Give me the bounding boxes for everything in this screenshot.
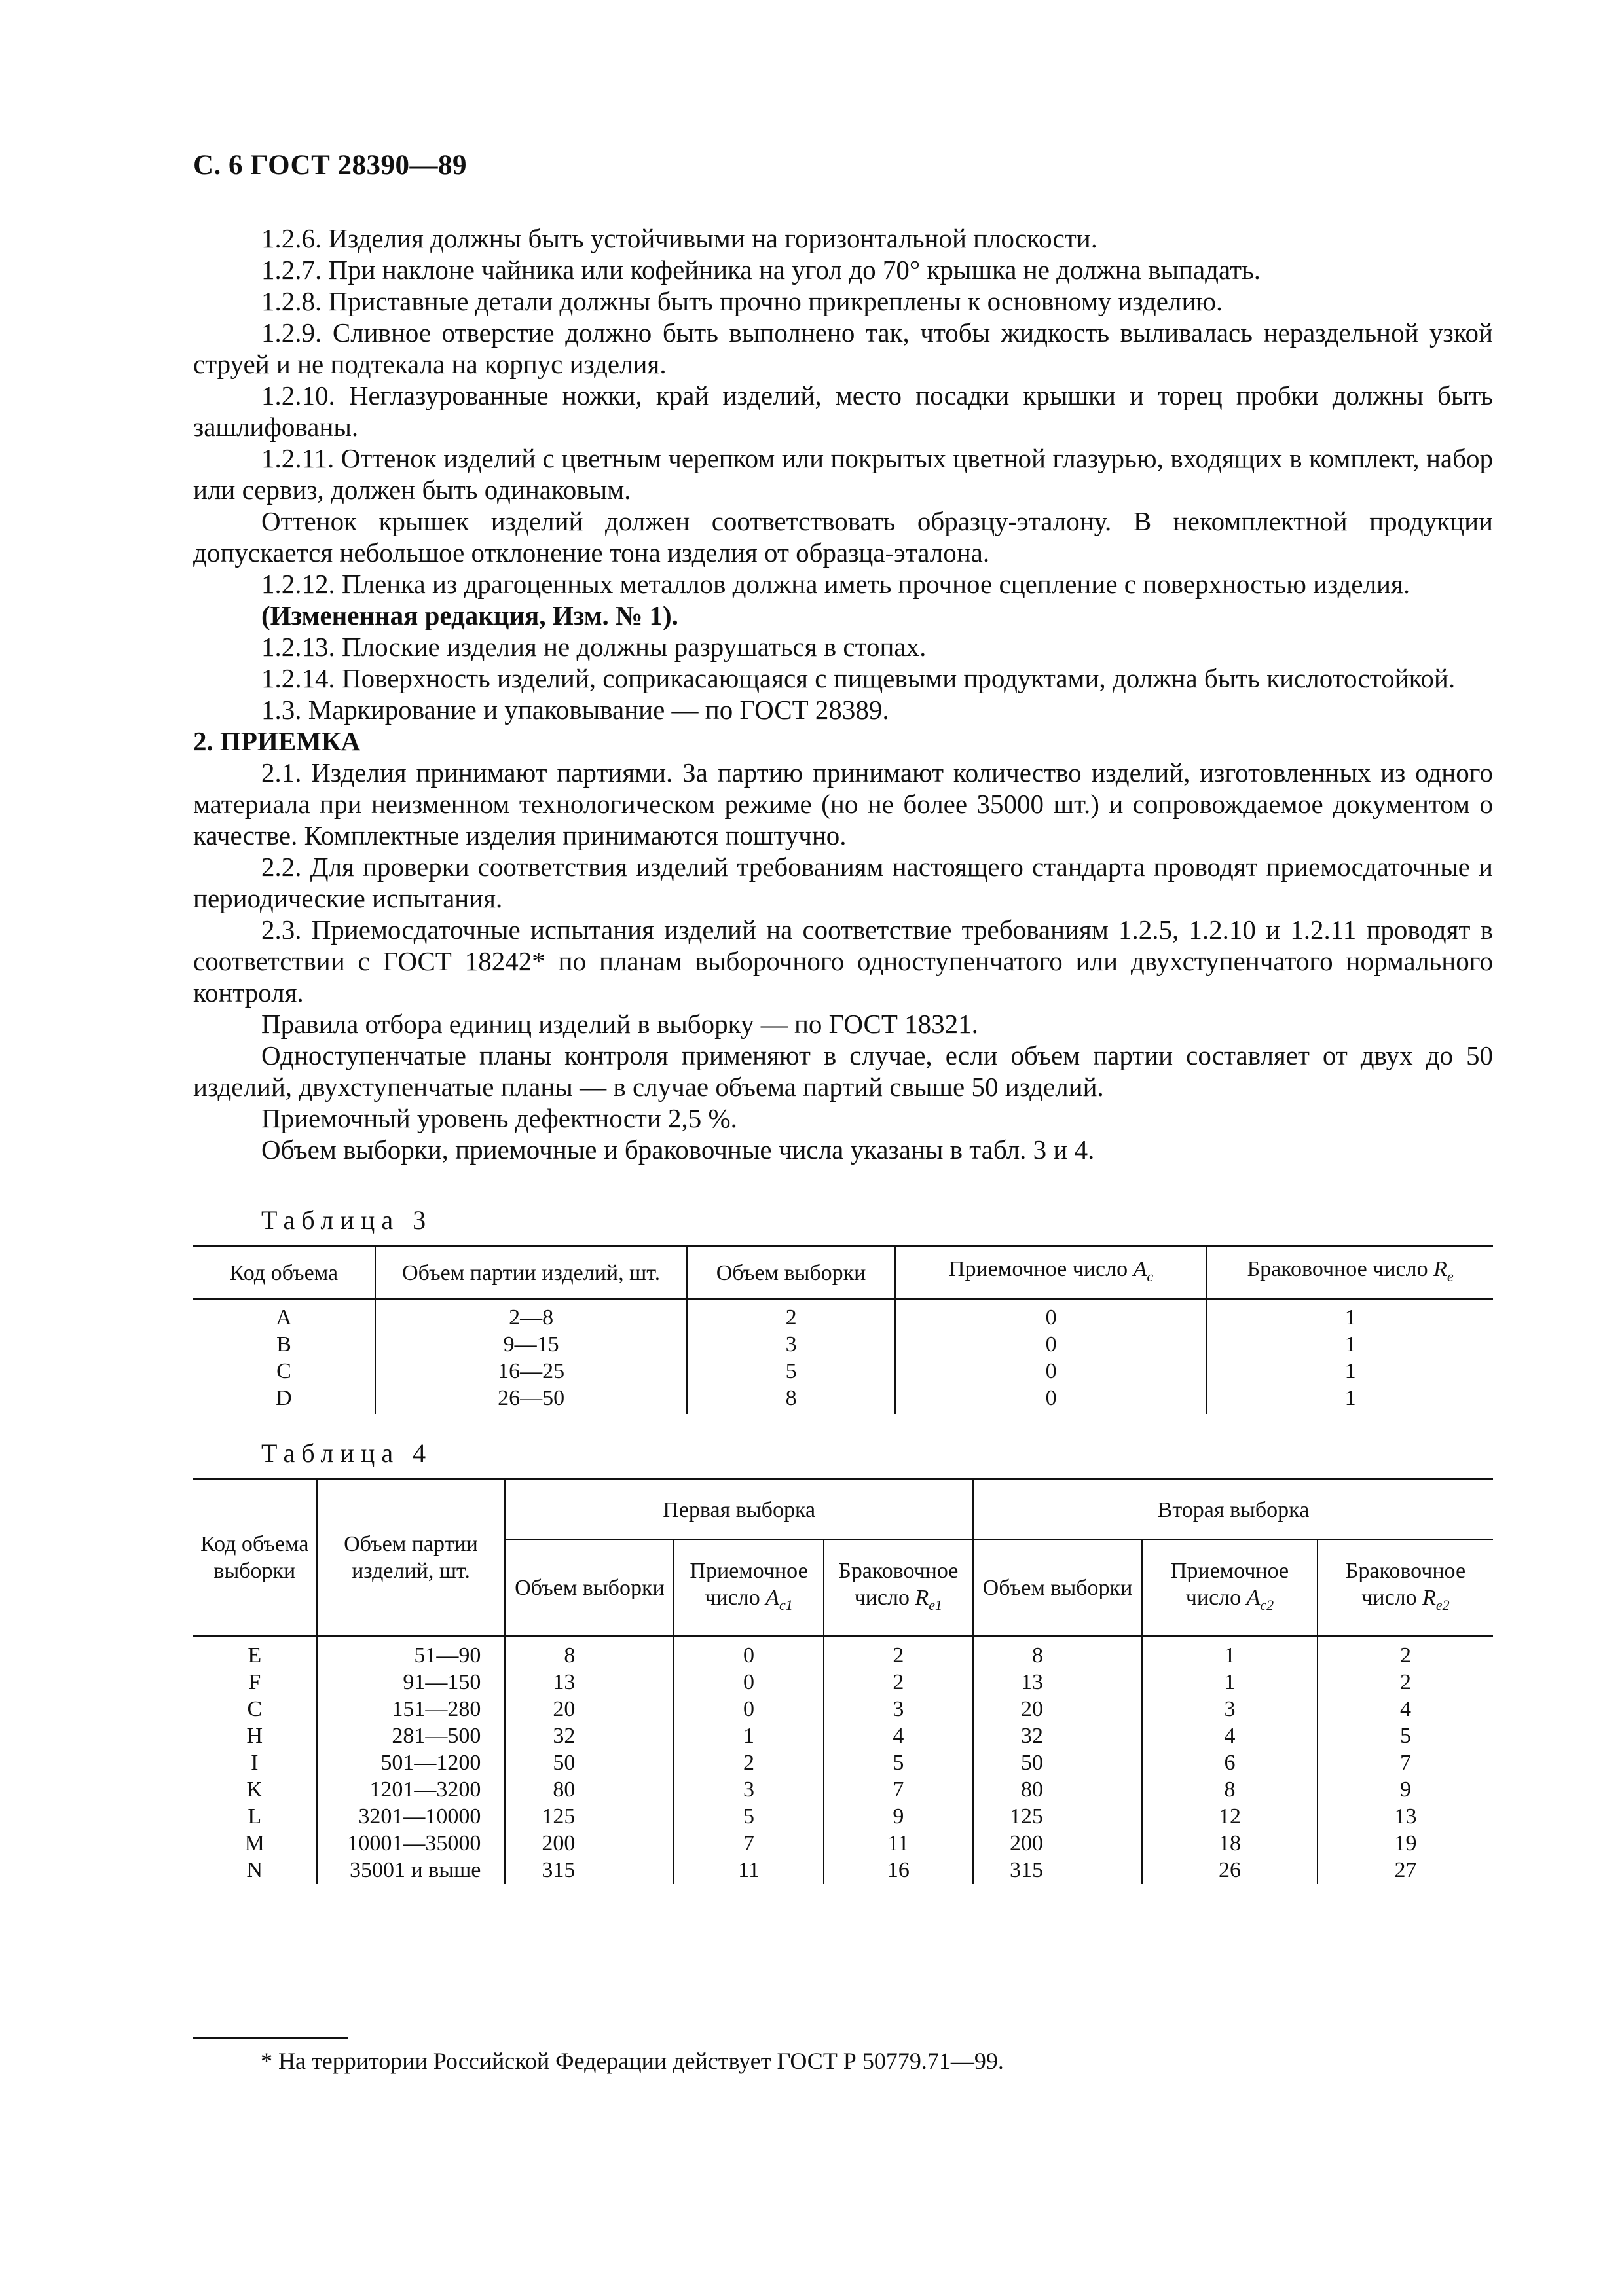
paragraph: Оттенок крышек изделий должен соответствовать образцу-эталону. В некомплектной продукции допускается небольшое отклонение тона изделия от образца-эталона. (193, 506, 1493, 568)
col-header (895, 1247, 1207, 1300)
table-4 (193, 1478, 1493, 1884)
paragraph: 1.2.11. Оттенок изделий с цветным черепком или покрытых цветной глазурью, входящих в комплект, набор или сервиз, должен быть одинаковым. (193, 443, 1493, 505)
cell: 3 (687, 1331, 895, 1358)
cell: 51—90 (317, 1636, 506, 1669)
cell: 2 (674, 1749, 823, 1776)
col-header (1142, 1540, 1318, 1636)
cell: 18 (1142, 1830, 1318, 1857)
cell: 0 (895, 1358, 1207, 1385)
table-row (193, 1830, 1493, 1857)
paragraph: Приемочный уровень дефектности 2,5 %. (261, 1103, 737, 1133)
cell: 80 (505, 1776, 674, 1803)
cell: 1 (674, 1722, 823, 1749)
symbol: R (915, 1585, 929, 1610)
table-row (193, 1803, 1493, 1830)
table-row (193, 1749, 1493, 1776)
cell: D (276, 1386, 292, 1410)
cell: 19 (1318, 1830, 1493, 1857)
cell: 9—15 (375, 1331, 687, 1358)
cell: A (276, 1305, 292, 1330)
cell: L (248, 1804, 262, 1829)
paragraph: 2.3. Приемосдаточные испытания изделий на соответствие требованиям 1.2.5, 1.2.10 и 1.2.11 проводят в соответствии с ГОСТ 18242* по планам выборочного одноступенчатого или двухступенчатого нормального контроля. (193, 915, 1493, 1008)
paragraph: 1.2.14. Поверхность изделий, соприкасающаяся с пищевыми продуктами, должна быть кислотостойкой. (261, 663, 1456, 693)
header-text: Приемочное число (690, 1558, 808, 1610)
cell: 8 (505, 1636, 674, 1669)
subscript: c1 (779, 1596, 793, 1613)
table-row (193, 1776, 1493, 1803)
cell: 8 (687, 1385, 895, 1414)
cell: 1 (1207, 1385, 1493, 1414)
cell: I (251, 1751, 259, 1775)
subscript: c2 (1260, 1596, 1274, 1613)
amendment-note: (Измененная редакция, Изм. № 1). (261, 600, 678, 630)
cell: 5 (824, 1749, 973, 1776)
paragraph: 2.2. Для проверки соответствия изделий требованиям настоящего стандарта проводят приемосдаточные и периодические испытания. (193, 852, 1493, 913)
symbol: R (1422, 1585, 1436, 1610)
symbol: A (765, 1585, 779, 1610)
paragraph: 2.1. Изделия принимают партиями. За партию принимают количество изделий, изготовленных из одного материала при неизменном технологическом режиме (но не более 35000 шт.) и сопровождаемое документом о качестве. Комплектные изделия принимаются поштучно. (193, 757, 1493, 850)
cell: F (248, 1670, 261, 1694)
table-header-row (193, 1247, 1493, 1300)
paragraph: 1.2.13. Плоские изделия не должны разрушаться в стопах. (261, 632, 927, 662)
col-header: Объем партии изделий, шт. (317, 1480, 506, 1636)
cell: N (246, 1858, 263, 1882)
cell: 9 (824, 1803, 973, 1830)
cell: 1 (1207, 1331, 1493, 1358)
cell: 4 (824, 1722, 973, 1749)
col-header: Объем партии изделий, шт. (375, 1247, 687, 1300)
subscript: e2 (1435, 1596, 1450, 1613)
symbol: A (1133, 1257, 1147, 1282)
col-header (1207, 1247, 1493, 1300)
table-row (193, 1722, 1493, 1749)
col-header: Объем выборки (687, 1247, 895, 1300)
cell: 5 (1318, 1722, 1493, 1749)
col-header: Объем выборки (505, 1540, 674, 1636)
cell: 50 (505, 1749, 674, 1776)
cell: 9 (1318, 1776, 1493, 1803)
cell: H (246, 1724, 263, 1748)
cell: 125 (505, 1803, 674, 1830)
cell: 13 (973, 1669, 1142, 1696)
document-body (193, 223, 1493, 1884)
cell: B (276, 1332, 291, 1357)
cell: C (276, 1359, 291, 1383)
paragraph: 1.2.10. Неглазурованные ножки, край изделий, место посадки крышки и торец пробки должны быть зашлифованы. (193, 380, 1493, 442)
cell: 3 (824, 1696, 973, 1722)
group-header: Первая выборка (505, 1480, 973, 1540)
cell: 10001—35000 (317, 1830, 506, 1857)
cell: 16 (824, 1857, 973, 1884)
cell: 11 (674, 1857, 823, 1884)
cell: 8 (973, 1636, 1142, 1669)
cell: 13 (1318, 1803, 1493, 1830)
cell: 0 (895, 1300, 1207, 1332)
cell: 2—8 (375, 1300, 687, 1332)
cell: 4 (1142, 1722, 1318, 1749)
col-header (1318, 1540, 1493, 1636)
cell: 13 (505, 1669, 674, 1696)
paragraph: 1.2.12. Пленка из драгоценных металлов должна иметь прочное сцепление с поверхностью изделия. (261, 569, 1410, 599)
cell: 5 (687, 1358, 895, 1385)
table-row (193, 1358, 1493, 1385)
paragraph: Одноступенчатые планы контроля применяют в случае, если объем партии составляет от двух до 50 изделий, двухступенчатые планы — в случае объема партий свыше 50 изделий. (193, 1040, 1493, 1102)
table-row (193, 1696, 1493, 1722)
cell: K (246, 1777, 263, 1802)
paragraph: 1.3. Маркирование и упаковывание — по ГОСТ 28389. (261, 695, 889, 725)
cell: 1 (1142, 1669, 1318, 1696)
symbol: R (1433, 1257, 1447, 1282)
cell: 501—1200 (317, 1749, 506, 1776)
cell: 20 (973, 1696, 1142, 1722)
table-row (193, 1669, 1493, 1696)
footnote: * На территории Российской Федерации действует ГОСТ Р 50779.71—99. (261, 2048, 1004, 2074)
cell: 3201—10000 (317, 1803, 506, 1830)
table-3 (193, 1245, 1493, 1414)
table-row (193, 1300, 1493, 1332)
paragraph: Правила отбора единиц изделий в выборку — по ГОСТ 18321. (261, 1009, 978, 1039)
cell: 27 (1318, 1857, 1493, 1884)
cell: C (247, 1697, 263, 1721)
group-header: Вторая выборка (973, 1480, 1493, 1540)
cell: 1 (1142, 1636, 1318, 1669)
cell: 35001 и выше (317, 1857, 506, 1884)
col-header: Код объема (193, 1247, 375, 1300)
symbol: A (1246, 1585, 1261, 1610)
cell: 20 (505, 1696, 674, 1722)
table-4-body (193, 1636, 1493, 1884)
paragraph: 1.2.6. Изделия должны быть устойчивыми на горизонтальной плоскости. (261, 223, 1097, 253)
cell: E (248, 1643, 262, 1667)
cell: 32 (505, 1722, 674, 1749)
cell: 7 (824, 1776, 973, 1803)
col-header (824, 1540, 973, 1636)
cell: 91—150 (317, 1669, 506, 1696)
cell: 2 (824, 1636, 973, 1669)
cell: 281—500 (317, 1722, 506, 1749)
header-text: Браковочное число (1345, 1558, 1466, 1610)
col-header: Код объема выборки (193, 1480, 317, 1636)
cell: 315 (505, 1857, 674, 1884)
cell: 16—25 (375, 1358, 687, 1385)
cell: 7 (1318, 1749, 1493, 1776)
cell: 26 (1142, 1857, 1318, 1884)
table3-caption: Таблица 3 (261, 1205, 433, 1235)
cell: 2 (1318, 1669, 1493, 1696)
paragraph: 1.2.8. Приставные детали должны быть прочно прикреплены к основному изделию. (261, 286, 1223, 316)
table-row (193, 1857, 1493, 1884)
cell: 151—280 (317, 1696, 506, 1722)
header-text: Браковочное число (838, 1558, 959, 1610)
cell: 0 (674, 1669, 823, 1696)
subscript: c (1147, 1267, 1154, 1285)
cell: 2 (824, 1669, 973, 1696)
cell: 5 (674, 1803, 823, 1830)
cell: 4 (1318, 1696, 1493, 1722)
cell: 3 (674, 1776, 823, 1803)
paragraph: Объем выборки, приемочные и браковочные числа указаны в табл. 3 и 4. (261, 1135, 1095, 1165)
cell: 12 (1142, 1803, 1318, 1830)
subscript: e (1447, 1267, 1454, 1285)
section-title: 2. ПРИЕМКА (193, 726, 361, 756)
cell: 125 (973, 1803, 1142, 1830)
cell: 1201—3200 (317, 1776, 506, 1803)
cell: 1 (1207, 1300, 1493, 1332)
subscript: e1 (929, 1596, 943, 1613)
cell: 0 (895, 1385, 1207, 1414)
cell: 0 (895, 1331, 1207, 1358)
cell: 3 (1142, 1696, 1318, 1722)
footnote-divider (193, 2037, 348, 2039)
page-header: С. 6 ГОСТ 28390—89 (193, 150, 468, 181)
header-text: Браковочное число (1247, 1257, 1434, 1282)
col-header: Объем выборки (973, 1540, 1142, 1636)
col-header (674, 1540, 823, 1636)
paragraph: 1.2.9. Сливное отверстие должно быть выполнено так, чтобы жидкость выливалась нераздельной узкой струей и не подтекала на корпус изделия. (193, 318, 1493, 379)
cell: 0 (674, 1696, 823, 1722)
cell: 6 (1142, 1749, 1318, 1776)
cell: 315 (973, 1857, 1142, 1884)
cell: 200 (505, 1830, 674, 1857)
cell: 1 (1207, 1358, 1493, 1385)
cell: 32 (973, 1722, 1142, 1749)
header-text: Приемочное число (948, 1257, 1134, 1282)
cell: 26—50 (375, 1385, 687, 1414)
table-header-row (193, 1480, 1493, 1540)
header-text: Приемочное число (1170, 1558, 1289, 1610)
cell: 50 (973, 1749, 1142, 1776)
cell: 7 (674, 1830, 823, 1857)
table-row (193, 1385, 1493, 1414)
paragraph: 1.2.7. При наклоне чайника или кофейника на угол до 70° крышка не должна выпадать. (261, 255, 1261, 285)
cell: 2 (1318, 1636, 1493, 1669)
cell: 0 (674, 1636, 823, 1669)
cell: 80 (973, 1776, 1142, 1803)
cell: 8 (1142, 1776, 1318, 1803)
table4-caption: Таблица 4 (261, 1438, 433, 1468)
cell: 2 (687, 1300, 895, 1332)
cell: 11 (824, 1830, 973, 1857)
cell: M (244, 1831, 265, 1855)
table-row (193, 1636, 1493, 1669)
cell: 200 (973, 1830, 1142, 1857)
table-row (193, 1331, 1493, 1358)
